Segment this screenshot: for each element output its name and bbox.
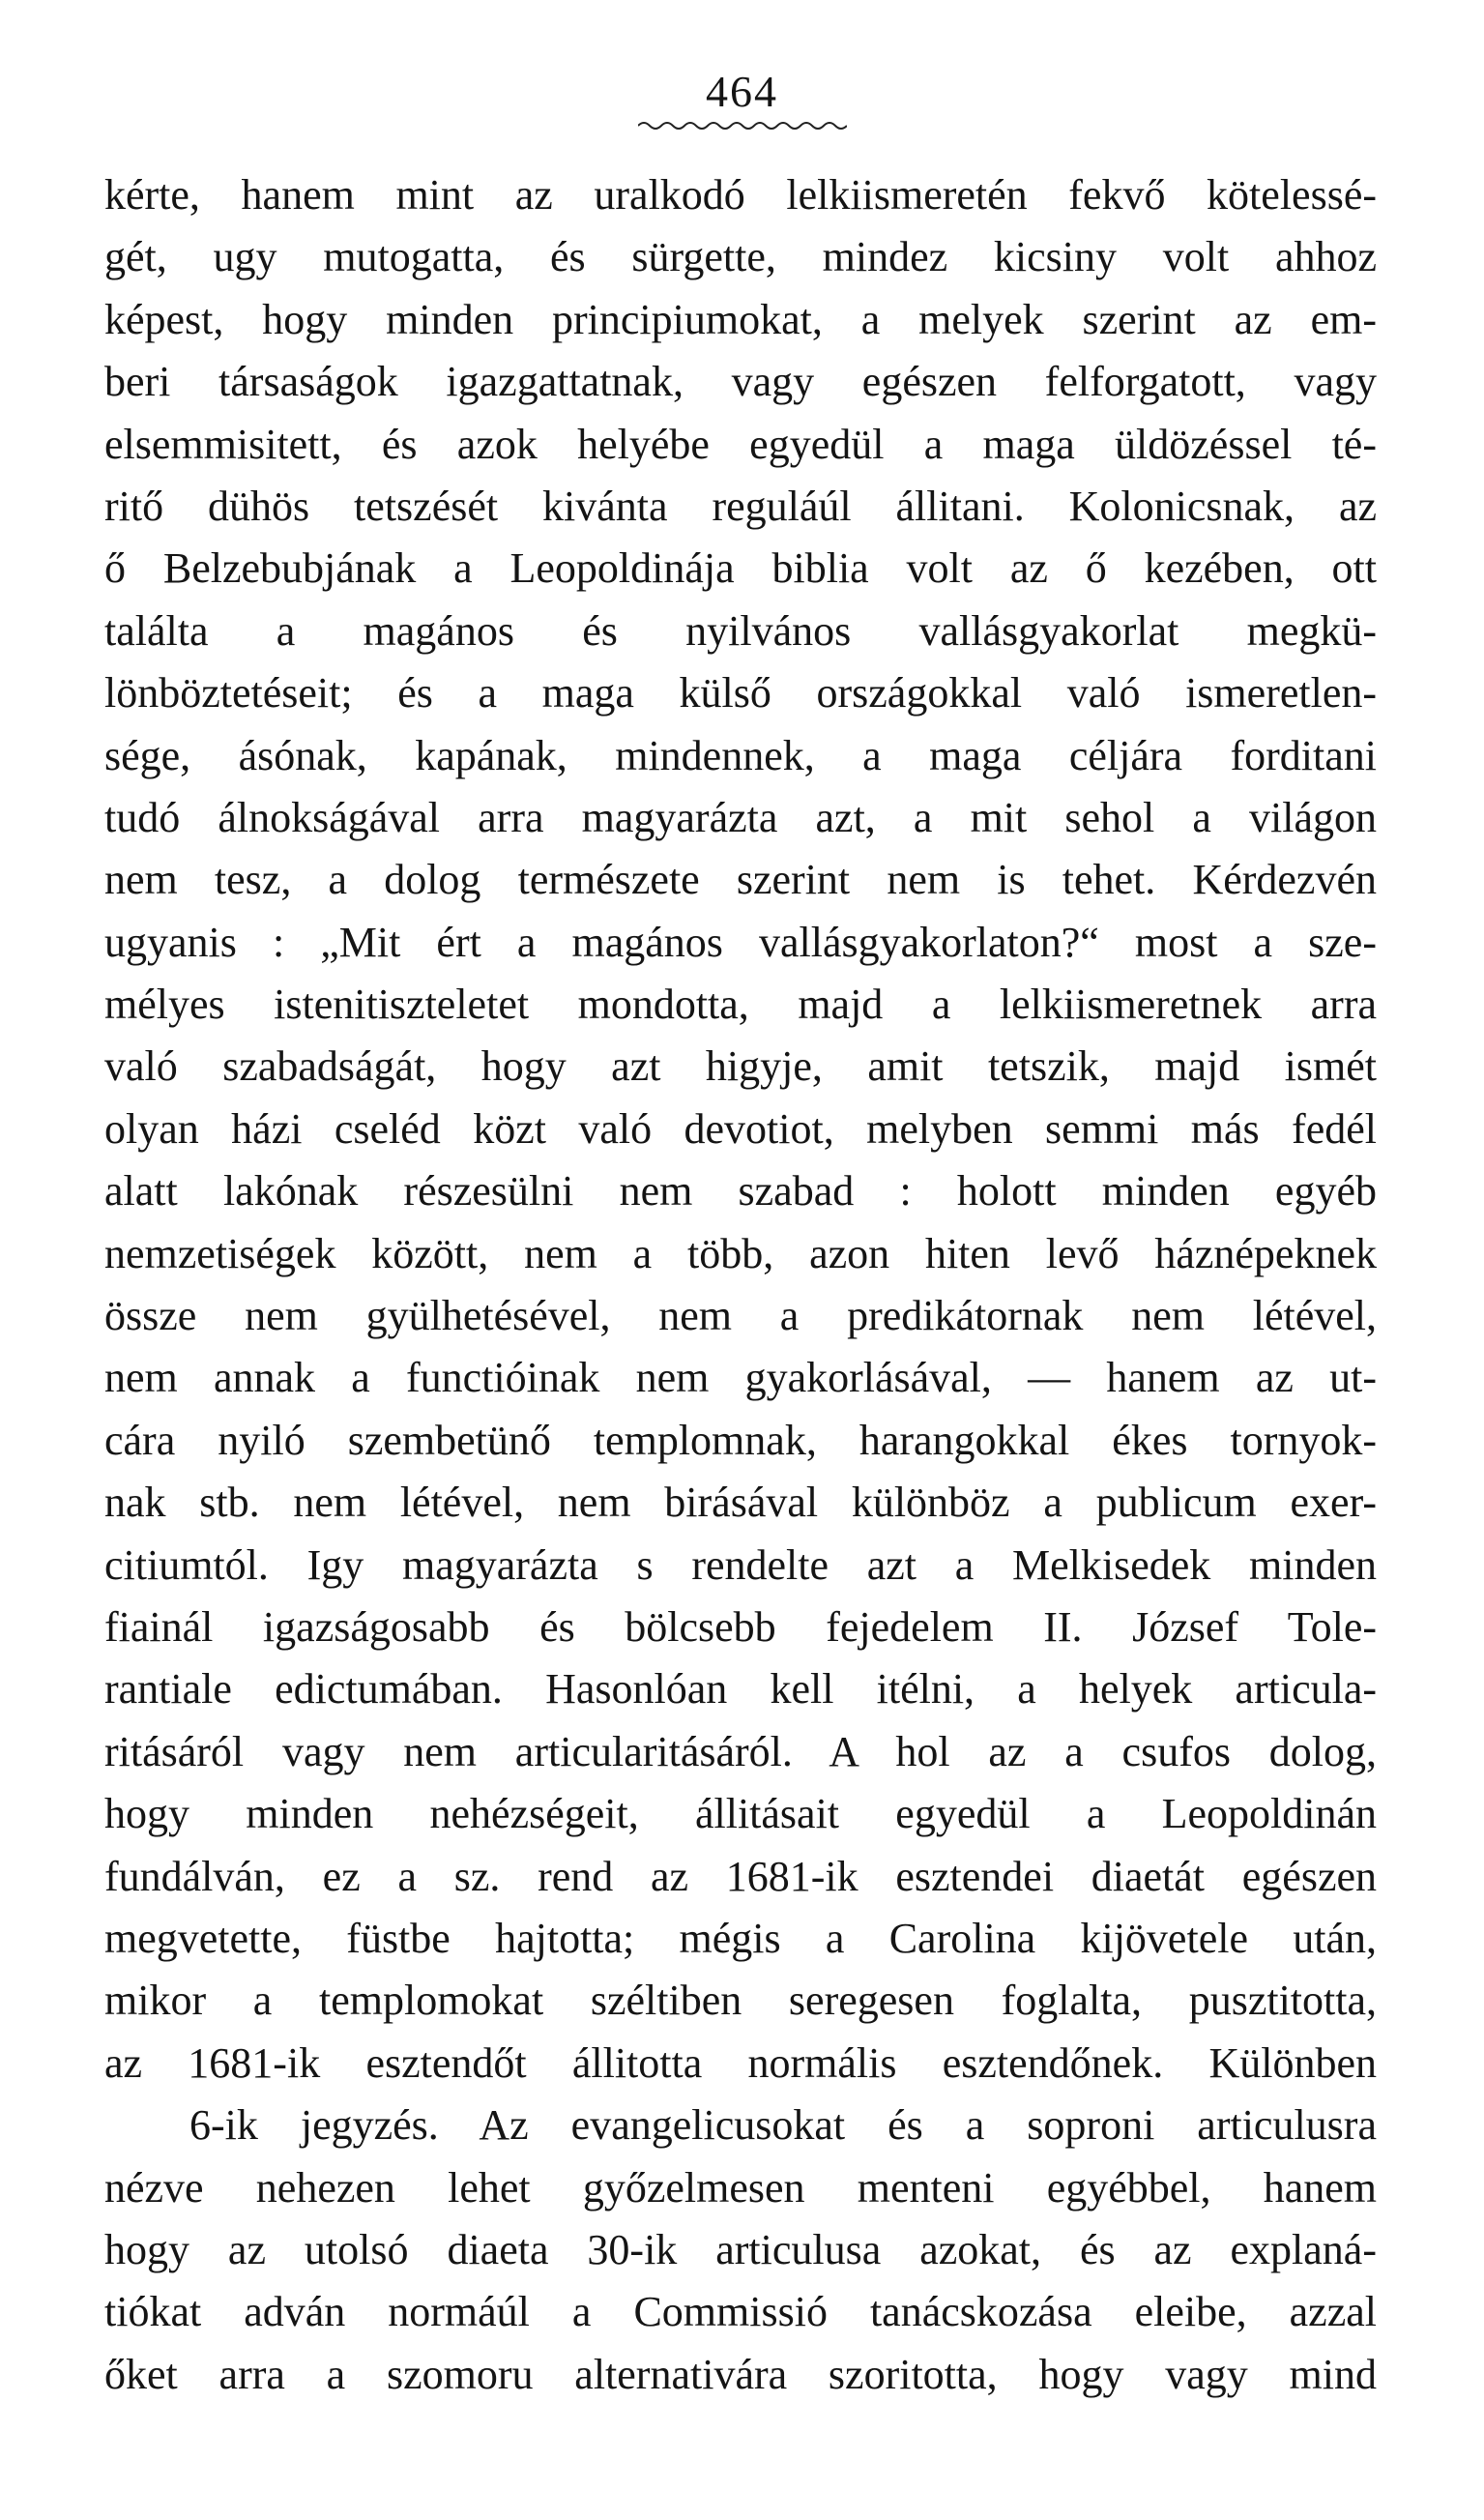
text-line: mélyes istenitiszteletet mondotta, majd a lelkiismeretnek arra [104, 981, 1377, 1029]
text-line: őket arra a szomoru alternativára szoritotta, hogy vagy mind [104, 2350, 1377, 2398]
text-line: találta a magános és nyilvános vallásgyakorlat megkü- [104, 606, 1377, 655]
text-line: hogy az utolsó diaeta 30-ik articulusa azokat, és az explaná- [104, 2225, 1377, 2273]
text-line: elsemmisitett, és azok helyébe egyedül a maga üldözéssel té- [104, 420, 1377, 468]
text-line: alatt lakónak részesülni nem szabad : holott minden egyéb [104, 1167, 1377, 1216]
body-text [104, 164, 1377, 2406]
text-line: gét, ugy mutogatta, és sürgette, mindez kicsiny volt ahhoz [104, 233, 1377, 281]
text-line: citiumtól. Igy magyarázta s rendelte azt a Melkisedek minden [104, 1540, 1377, 1589]
text-line: való szabadságát, hogy azt higyje, amit tetszik, majd ismét [104, 1042, 1377, 1091]
text-line: cára nyiló szembetünő templomnak, harangokkal ékes tornyok- [104, 1416, 1377, 1464]
text-line: lönböztetéseit; és a maga külső országokkal való ismeretlen- [104, 669, 1377, 718]
text-line-paragraph-start: 6-ik jegyzés. Az evangelicusokat és a soproni articulusra [189, 2101, 1377, 2150]
text-line: ritásáról vagy nem articularitásáról. A hol az a csufos dolog, [104, 1727, 1377, 1775]
wavy-underline-ornament [638, 118, 847, 132]
text-line: ő Belzebubjának a Leopoldinája biblia volt az ő kezében, ott [104, 544, 1377, 593]
text-line: nemzetiségek között, nem a több, azon hiten levő háznépeknek [104, 1229, 1377, 1277]
text-line: ugyanis : „Mit ért a magános vallásgyakorlaton?“ most a sze- [104, 918, 1377, 966]
text-line: fundálván, ez a sz. rend az 1681-ik esztendei diaetát egészen [104, 1852, 1377, 1900]
text-line: nézve nehezen lehet győzelmesen menteni egyébbel, hanem [104, 2163, 1377, 2212]
text-line: tudó álnokságával arra magyarázta azt, a mit sehol a világon [104, 793, 1377, 841]
text-line: rantiale edictumában. Hasonlóan kell itélni, a helyek articula- [104, 1665, 1377, 1714]
text-line: az 1681-ik esztendőt állitotta normális esztendőnek. Különben [104, 2038, 1377, 2087]
text-line: megvetette, füstbe hajtotta; mégis a Carolina kijövetele után, [104, 1914, 1377, 1962]
text-line: beri társaságok igazgattatnak, vagy egészen felforgatott, vagy [104, 358, 1377, 406]
text-line: nem tesz, a dolog természete szerint nem is tehet. Kérdezvén [104, 856, 1377, 904]
text-line: fiainál igazságosabb és bölcsebb fejedelem II. József Tole- [104, 1602, 1377, 1651]
text-line: mikor a templomokat széltiben seregesen foglalta, pusztitotta, [104, 1977, 1377, 2025]
text-line: nem annak a functióinak nem gyakorlásával, — hanem az ut- [104, 1354, 1377, 1402]
text-line: sége, ásónak, kapának, mindennek, a maga céljára forditani [104, 731, 1377, 779]
text-line: össze nem gyülhetésével, nem a predikátornak nem létével, [104, 1292, 1377, 1340]
text-line: kérte, hanem mint az uralkodó lelkiismeretén fekvő kötelessé- [104, 171, 1377, 219]
text-line: tiókat adván normáúl a Commissió tanácskozása eleibe, azzal [104, 2288, 1377, 2336]
text-line: képest, hogy minden principiumokat, a melyek szerint az em- [104, 295, 1377, 343]
text-line: olyan házi cseléd közt való devotiot, melyben semmi más fedél [104, 1104, 1377, 1153]
text-line: hogy minden nehézségeit, állitásait egyedül a Leopoldinán [104, 1790, 1377, 1838]
text-line: ritő dühös tetszését kivánta reguláúl állitani. Kolonicsnak, az [104, 482, 1377, 530]
text-line: nak stb. nem létével, nem birásával különböz a publicum exer- [104, 1479, 1377, 1527]
page-number: 464 [706, 67, 778, 116]
